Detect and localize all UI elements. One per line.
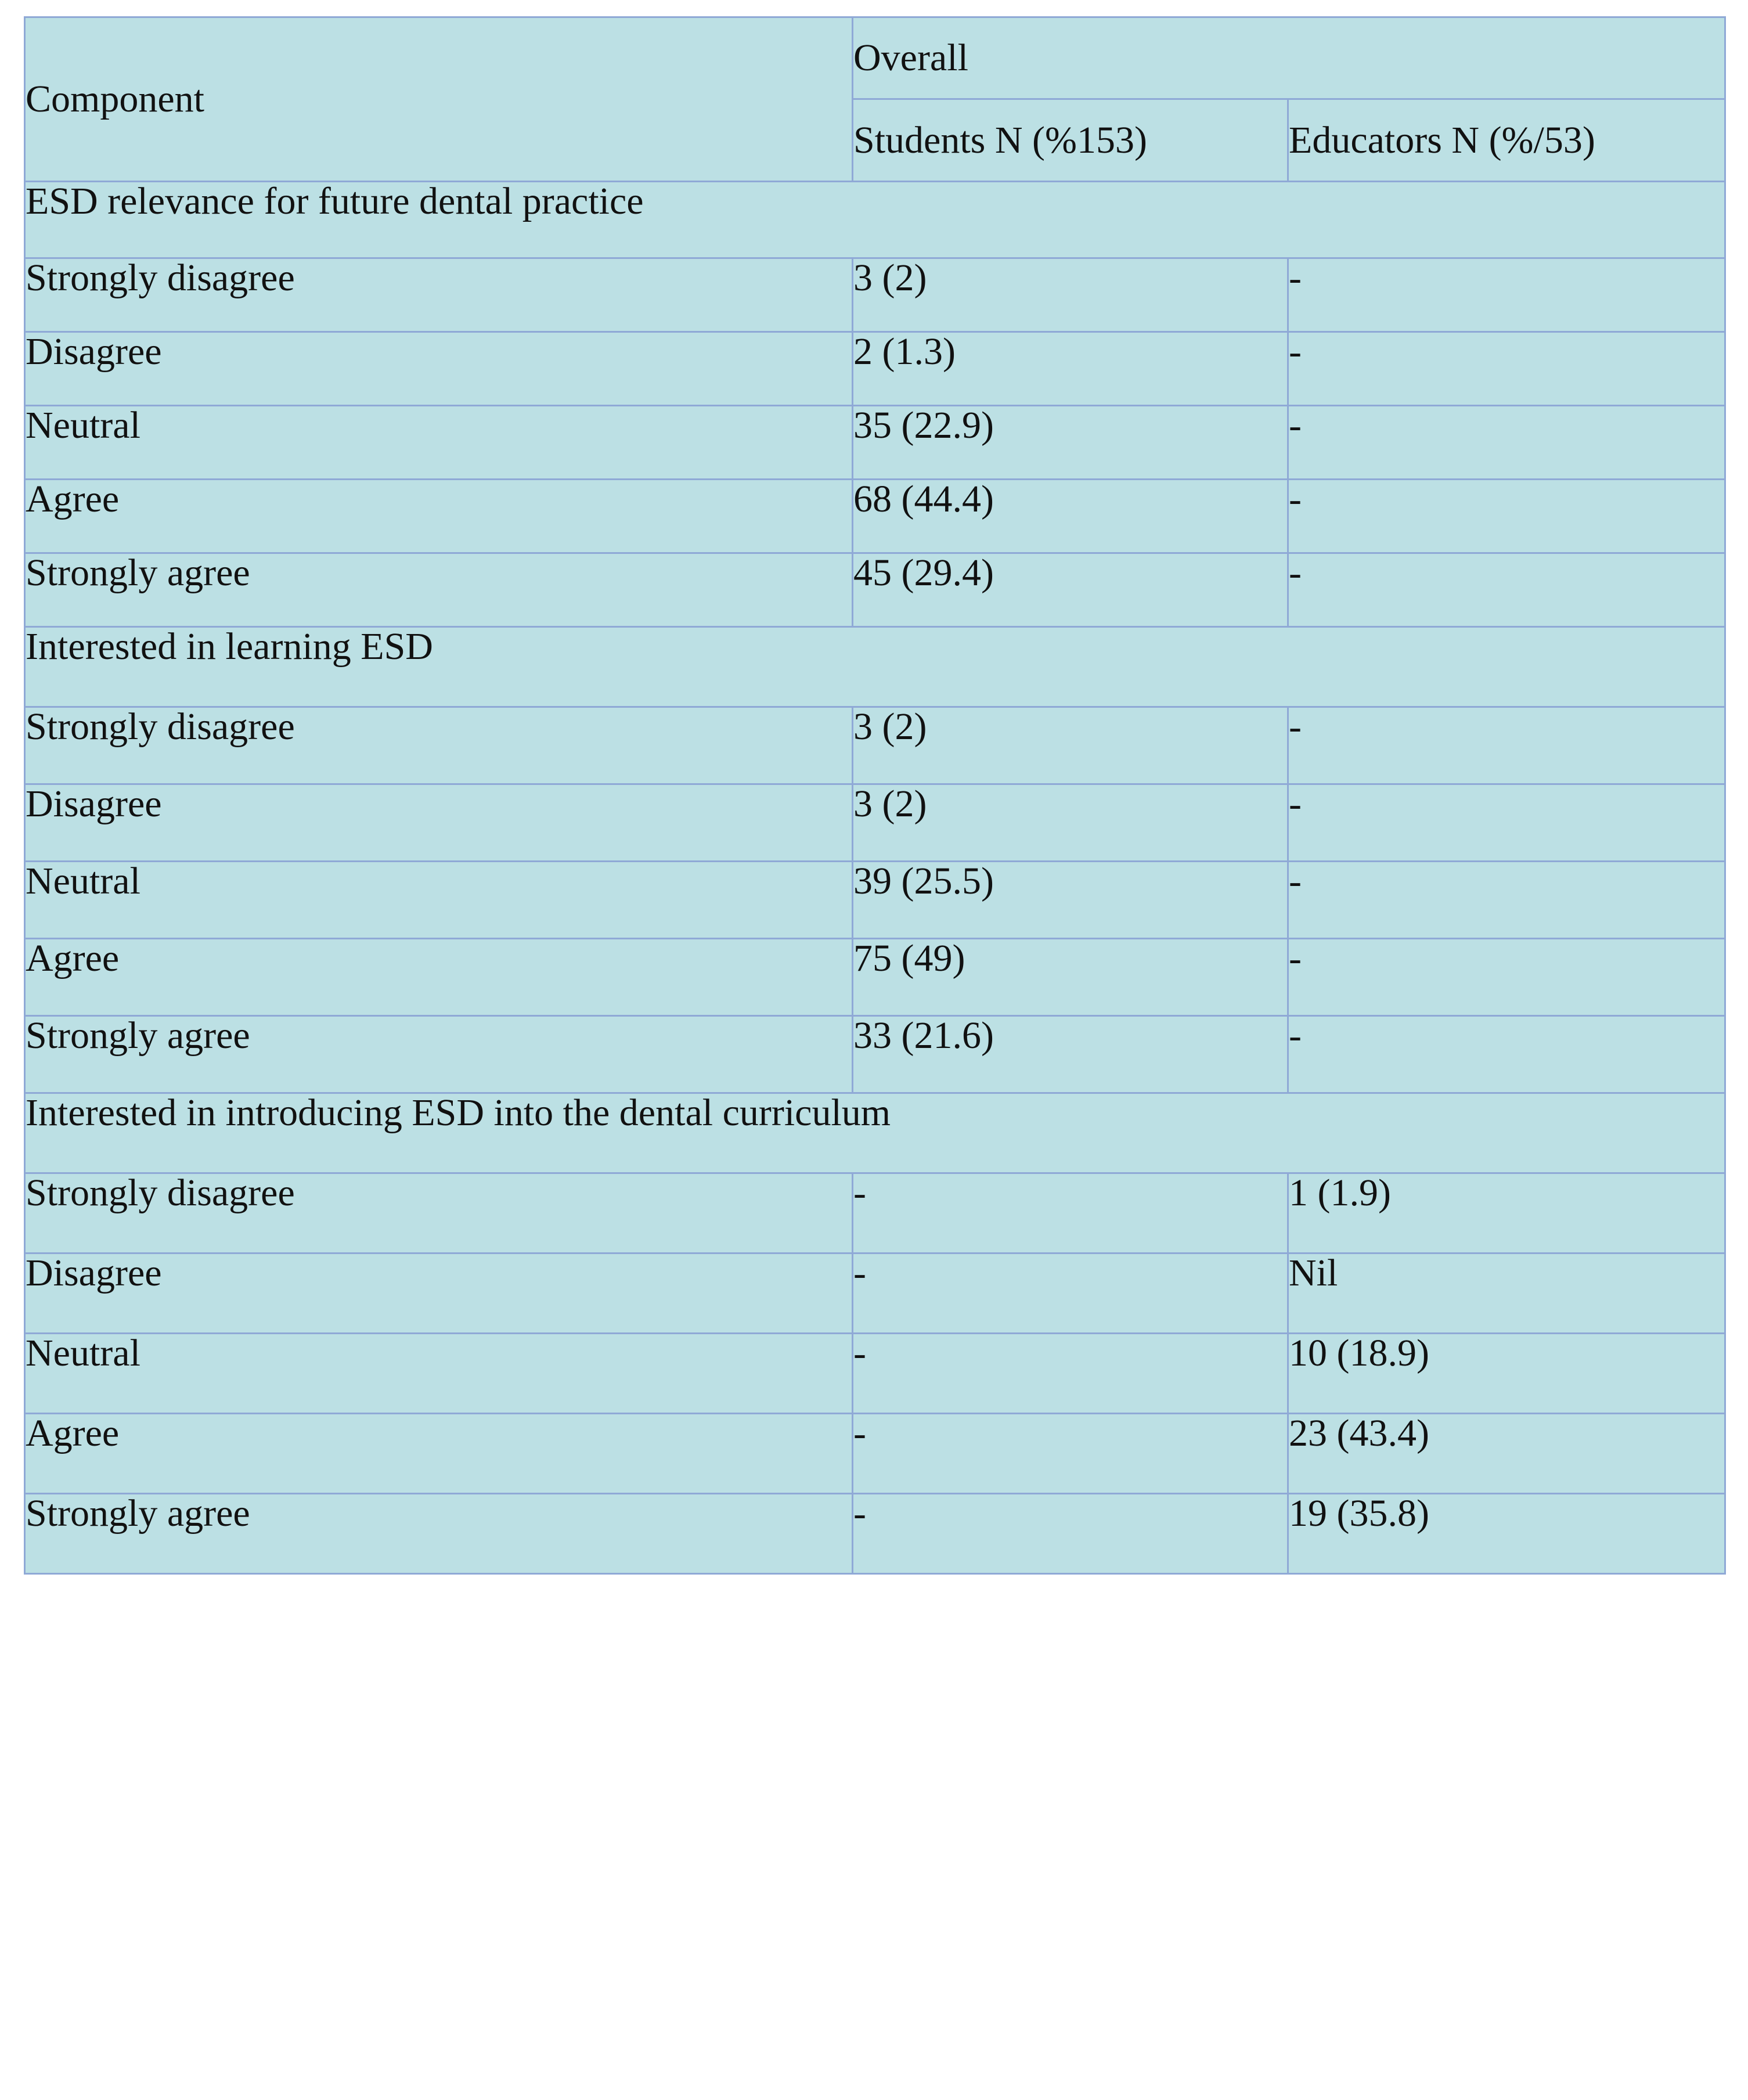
educators-value: - (1288, 707, 1725, 784)
row-label: Strongly disagree (25, 258, 853, 332)
educators-value: 10 (18.9) (1288, 1334, 1725, 1414)
educators-value: - (1288, 480, 1725, 553)
students-value: 3 (2) (853, 707, 1288, 784)
table-row (25, 1253, 1725, 1334)
component-header: Component (25, 17, 853, 182)
educators-value: 19 (35.8) (1288, 1494, 1725, 1574)
table-row (25, 553, 1725, 627)
survey-table (24, 16, 1726, 1575)
educators-value: - (1288, 862, 1725, 939)
students-value: - (853, 1173, 1288, 1253)
table-row (25, 1334, 1725, 1414)
educators-value: 1 (1.9) (1288, 1173, 1725, 1253)
educators-value: Nil (1288, 1253, 1725, 1334)
header-row-top (25, 17, 1725, 99)
section-row (25, 1093, 1725, 1173)
educators-value: - (1288, 553, 1725, 627)
table-row (25, 1494, 1725, 1574)
row-label: Neutral (25, 1334, 853, 1414)
table-row (25, 258, 1725, 332)
row-label: Agree (25, 480, 853, 553)
table-row (25, 332, 1725, 406)
row-label: Disagree (25, 1253, 853, 1334)
students-value: - (853, 1494, 1288, 1574)
table-row (25, 784, 1725, 862)
students-value: 75 (49) (853, 939, 1288, 1016)
students-value: 45 (29.4) (853, 553, 1288, 627)
section-title: ESD relevance for future dental practice (25, 182, 1725, 258)
section-title: Interested in learning ESD (25, 627, 1725, 707)
section-title: Interested in introducing ESD into the dental curriculum (25, 1093, 1725, 1173)
students-value: 3 (2) (853, 784, 1288, 862)
table-row (25, 1414, 1725, 1494)
table-row (25, 862, 1725, 939)
section-row (25, 627, 1725, 707)
row-label: Strongly agree (25, 1016, 853, 1093)
overall-header: Overall (853, 17, 1725, 99)
educators-header: Educators N (%/53) (1288, 99, 1725, 182)
students-value: - (853, 1334, 1288, 1414)
students-value: - (853, 1253, 1288, 1334)
educators-value: - (1288, 1016, 1725, 1093)
row-label: Strongly agree (25, 553, 853, 627)
row-label: Strongly agree (25, 1494, 853, 1574)
educators-value: - (1288, 406, 1725, 480)
educators-value: - (1288, 258, 1725, 332)
row-label: Strongly disagree (25, 707, 853, 784)
students-header: Students N (%153) (853, 99, 1288, 182)
educators-value: - (1288, 784, 1725, 862)
students-value: 2 (1.3) (853, 332, 1288, 406)
students-value: 68 (44.4) (853, 480, 1288, 553)
table-row (25, 1016, 1725, 1093)
table-row (25, 939, 1725, 1016)
table-row (25, 406, 1725, 480)
row-label: Agree (25, 939, 853, 1016)
students-value: 39 (25.5) (853, 862, 1288, 939)
educators-value: - (1288, 939, 1725, 1016)
row-label: Agree (25, 1414, 853, 1494)
row-label: Disagree (25, 784, 853, 862)
students-value: 3 (2) (853, 258, 1288, 332)
row-label: Strongly disagree (25, 1173, 853, 1253)
row-label: Neutral (25, 406, 853, 480)
row-label: Disagree (25, 332, 853, 406)
students-value: 33 (21.6) (853, 1016, 1288, 1093)
educators-value: 23 (43.4) (1288, 1414, 1725, 1494)
students-value: - (853, 1414, 1288, 1494)
row-label: Neutral (25, 862, 853, 939)
section-row (25, 182, 1725, 258)
table-row (25, 1173, 1725, 1253)
table-row (25, 480, 1725, 553)
students-value: 35 (22.9) (853, 406, 1288, 480)
table-row (25, 707, 1725, 784)
educators-value: - (1288, 332, 1725, 406)
